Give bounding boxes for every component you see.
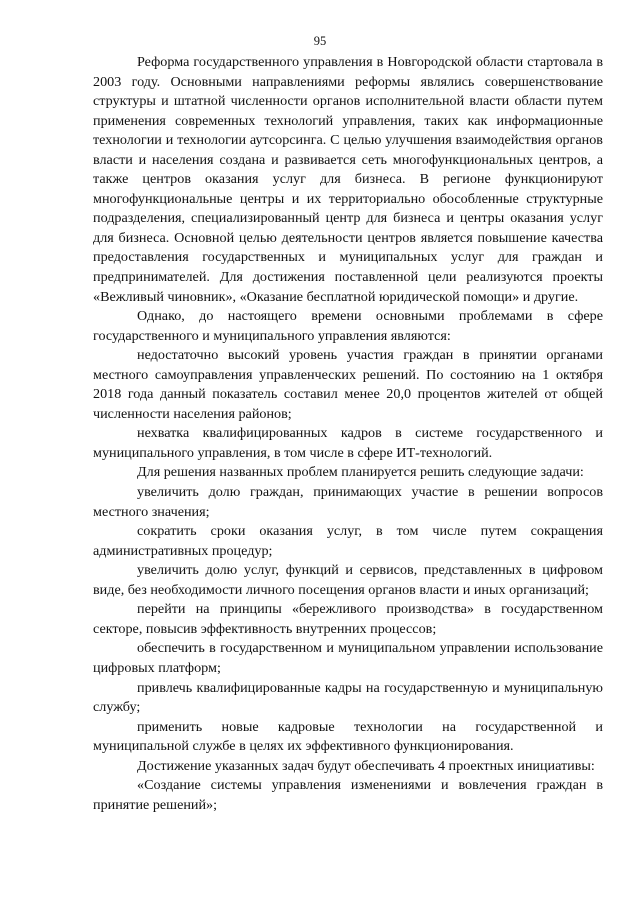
list-item-task: увеличить долю услуг, функций и сервисов, представленных в цифровом виде, без необходимости личного посещения органов власти и иных организаций; [93,562,603,598]
paragraph-tasks-intro: Для решения названных проблем планируется решить следующие задачи: [137,464,584,481]
paragraph-reform-intro: Реформа государственного управления в Новгородской области стартовала в 2003 году. Основными направлениями реформы являлись совершенствование структуры и штатной численности органов исполнительной власти области путем применения современных технологий управления, таких как информационные технологии и технологии аутсорсинга. С целью улучшения взаимодействия органов власти и населения создана и развивается сеть многофункциональных центров, а также центров оказания услуг для бизнеса. В регионе функционируют многофункциональные центры и их территориально обособленные структурные подразделения, специализированный центр для бизнеса и центры оказания услуг для бизнеса. Основной целью деятельности центров является повышение качества предоставления государственных и муниципальных услуг для граждан и предпринимателей. Для достижения поставленной цели реализуются проекты «Вежливый чиновник», «Оказание бесплатной юридической помощи» и другие. [93,54,603,305]
list-item-task: увеличить долю граждан, принимающих участие в решении вопросов местного значения; [93,484,603,520]
page-number: 95 [313,34,327,48]
paragraph-problem-participation: недостаточно высокий уровень участия граждан в принятии органами местного самоуправления управленческих решений. По состоянию на 1 октября 2018 года данный показатель составил менее 20,0 процентов жителей от общей численности населения районов; [93,347,603,422]
list-item-task: привлечь квалифицированные кадры на государственную и муниципальную службу; [93,679,603,716]
list-item-task: перейти на принципы «бережливого производства» в государственном секторе, повысив эффективность внутренних процессов; [93,601,603,637]
list-item-task: применить новые кадровые технологии на государственной и муниципальной службе в целях их эффективного функционирования. [93,718,603,755]
list-item-initiative: «Создание системы управления изменениями и вовлечения граждан в принятие решений»; [93,777,603,813]
document-body [93,53,603,815]
list-item-task: сократить сроки оказания услуг, в том числе путем сокращения административных процедур; [93,523,603,559]
paragraph-main-problems: Однако, до настоящего времени основными проблемами в сфере государственного и муниципального управления являются: [93,308,603,344]
paragraph-problem-staff: нехватка квалифицированных кадров в системе государственного и муниципального управления, в том числе в сфере ИТ-технологий. [93,425,603,461]
list-item-task: обеспечить в государственном и муниципальном управлении использование цифровых платформ; [93,640,603,676]
paragraph-initiatives-intro: Достижение указанных задач будут обеспечивать 4 проектных инициативы: [137,757,595,774]
